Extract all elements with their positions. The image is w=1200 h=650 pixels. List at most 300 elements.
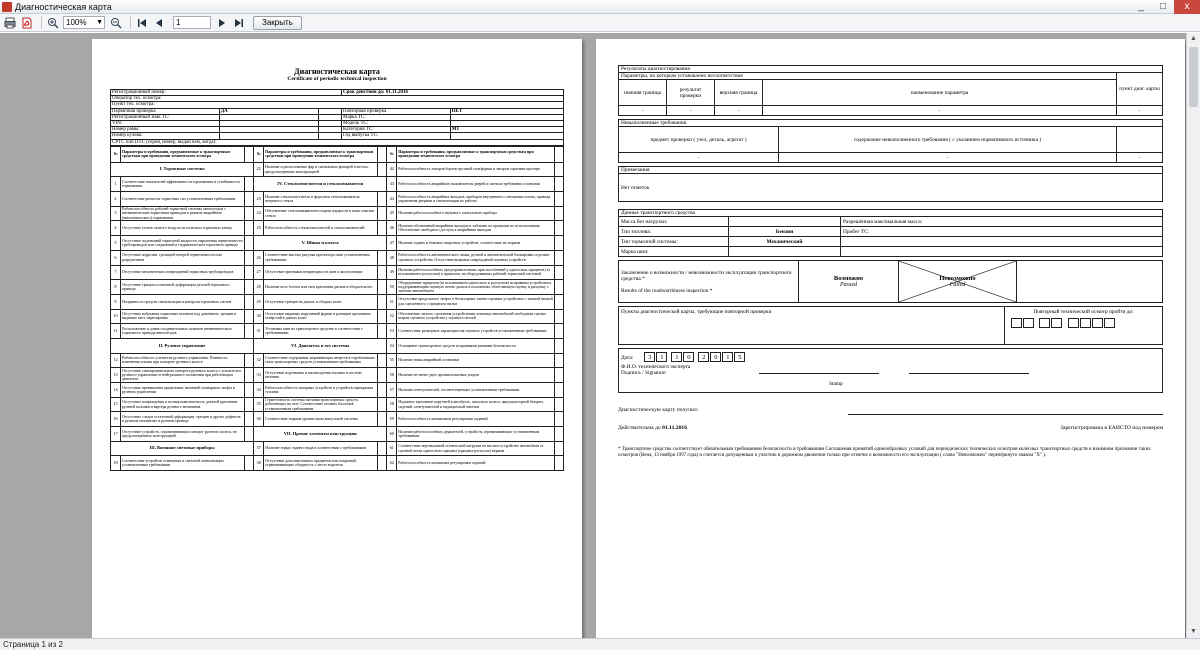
param-number: 4 xyxy=(111,221,121,236)
param-text: Отсутствие самопроизвольного поворота рулевого колеса с усилителем рулевого управления от нейтрального положения при работающем двигателе xyxy=(121,368,245,383)
param-result xyxy=(245,353,254,368)
param-result xyxy=(555,177,564,192)
scroll-up-icon[interactable]: ▲ xyxy=(1190,35,1197,42)
cell-value: - xyxy=(1117,153,1163,163)
date-digit: 5 xyxy=(734,352,745,362)
param-number: 25 xyxy=(254,221,264,236)
param-text: Отсутствие признаков непригодности шин к эксплуатации xyxy=(264,265,378,280)
vehicle-data-table xyxy=(618,209,1163,257)
table-row xyxy=(111,324,564,339)
param-text: Наличие работоспособных держателей, устройств, ограничивающих установленным требованиям xyxy=(397,427,555,442)
param-result xyxy=(245,368,254,383)
param-text: Отсутствие продольного люфта в беззазорных тягово-сцепных устройствах с тяговой вилкой для сцепленного с прицепом тягача xyxy=(397,294,555,309)
param-text: Обеспечение легкого сцепления устройствами легковых автомобилей свободным сцепки шаром сцепного устройства у сцепного петлей xyxy=(397,309,555,324)
unfulfilled-table xyxy=(618,119,1163,163)
param-text: Наличие и расположение фар и сигнальных фонарей в местах, предусмотренных конструкцией xyxy=(264,162,378,177)
param-text: Наличие зеркал заднего вида в соответствии с требованиями xyxy=(264,441,378,456)
table-row xyxy=(111,206,564,221)
param-number: 62 xyxy=(387,456,397,471)
fuel-label: Тип топлива: xyxy=(619,227,729,237)
vertical-scrollbar[interactable] xyxy=(1186,33,1200,638)
received-row xyxy=(618,407,1163,417)
results-title: Результаты диагностирования xyxy=(619,66,1163,73)
export-pdf-icon[interactable] xyxy=(20,16,33,29)
param-text: Отсутствие набухания тормозных шлангов под давлением, трещин и видимых мест перетирания xyxy=(121,309,245,324)
signature-label: Подпись / Signature xyxy=(621,370,666,376)
param-number: 26 xyxy=(254,250,264,265)
section-heading: II. Рулевое управление xyxy=(111,338,254,353)
results-table xyxy=(618,65,1163,116)
param-text: Наличие задних и боковых защитных устройств, соответствие их нормам xyxy=(397,236,555,251)
param-result xyxy=(555,383,564,398)
chevron-down-icon: ▼ xyxy=(96,19,103,26)
repeat-points-label: Пункты диагностической карты, требующие повторной проверки xyxy=(619,307,1005,345)
param-text: Отсутствие дополнительных предметов или покрытий, ограничивающих обзорность с места водителя xyxy=(264,456,378,471)
section-heading: III. Внешние световые приборы xyxy=(111,441,254,456)
table-row xyxy=(111,236,564,251)
cell-value: - xyxy=(779,153,1117,163)
section-heading: I. Тормозные системы xyxy=(111,162,254,177)
param-text: Наличие работоспособного звукового сигнального прибора xyxy=(397,206,555,221)
param-number: 38 xyxy=(254,456,264,471)
param-text: Герметичность системы питания транспортных средств, работающих на газе. Соответствие газовых баллонов установленным требованиям xyxy=(264,397,378,412)
table-row xyxy=(111,397,564,412)
param-result xyxy=(378,206,387,221)
category-label: Категория ТС: xyxy=(342,127,451,133)
toolbar-separator xyxy=(41,16,42,29)
param-text: Отсутствие механических повреждений тормозных трубопроводов xyxy=(121,265,245,280)
minimize-button[interactable]: _ xyxy=(1138,1,1144,12)
app-icon xyxy=(2,2,12,12)
param-result xyxy=(378,250,387,265)
table-row xyxy=(111,353,564,368)
cell-value: - xyxy=(1117,106,1163,116)
param-text: Наличие стеклоочистителя и форсунок стеклоомывателя ветрового стекла xyxy=(264,192,378,207)
date-digit: 1 xyxy=(722,352,733,362)
table-row xyxy=(111,162,564,177)
param-result xyxy=(378,280,387,295)
date-digit: 2 xyxy=(698,352,709,362)
section-heading: IV. Стеклоочистители и стеклоомыватели xyxy=(254,177,387,192)
param-number: 14 xyxy=(111,383,121,398)
table-row xyxy=(111,456,564,471)
repeat-points-table xyxy=(618,306,1163,345)
parameters-table xyxy=(110,146,564,471)
signature-table xyxy=(618,348,1163,393)
param-number: 7 xyxy=(111,265,121,280)
param-text: Наличие обозначений аварийных выходов и табличек по правилам их использования. Обеспечение свободного доступа к аварийным выходам xyxy=(397,221,555,236)
param-text: Надежное крепление поручней в автобусах, запасного колеса, аккумуляторной батареи, сидений, огнетушителей и медицинской аптечки xyxy=(397,397,555,412)
col-point: пункт диаг. карты xyxy=(1117,73,1163,106)
vin-label: VIN: xyxy=(111,120,220,126)
point-label: Пункт тех. осмотра: xyxy=(111,102,564,108)
param-result xyxy=(245,250,254,265)
param-number: 2 xyxy=(111,192,121,207)
param-number: 12 xyxy=(111,353,121,368)
param-result xyxy=(378,265,387,280)
param-result xyxy=(245,309,254,324)
unladen-mass-label: Масса без нагрузки: xyxy=(619,217,729,227)
date-digit: 0 xyxy=(683,352,694,362)
page-title: Диагностическая карта xyxy=(294,67,380,76)
param-result xyxy=(555,294,564,309)
repeat-check-value: НЕТ xyxy=(450,108,563,114)
param-number: 33 xyxy=(254,368,264,383)
param-number: 49 xyxy=(387,265,397,280)
param-text: Оборудование прицепов (за исключением одноосных и роспусков) исправным устройством, поддерживающим сцепную петлю дышла в положении, облегчающем сцепку и расцепку с тягачом автомобилем xyxy=(397,280,555,295)
param-number: 24 xyxy=(254,206,264,221)
repeat-inspection-label: Повторный технический осмотр пройти до: xyxy=(1033,309,1134,315)
param-result xyxy=(245,397,254,412)
table-row xyxy=(111,221,564,236)
param-text: Наличие работоспособных предохранительных приспособлений у одноосных прицепов (за исключением роспусков) и прицепов, не оборудованных рабочей тормозной системой xyxy=(397,265,555,280)
param-number: 51 xyxy=(387,294,397,309)
cell-value: - xyxy=(763,106,1117,116)
param-result xyxy=(555,250,564,265)
operator-label: Оператор тех. осмотра: xyxy=(111,96,564,102)
date-digit: 1 xyxy=(671,352,682,362)
param-text: Соответствие разности тормозных сил установленным требованиям xyxy=(121,192,245,207)
param-number: 13 xyxy=(111,368,121,383)
param-result xyxy=(555,427,564,442)
maximize-button[interactable]: □ xyxy=(1159,1,1167,12)
param-number: 17 xyxy=(111,427,121,442)
param-number: 42 xyxy=(387,162,397,177)
param-number: 11 xyxy=(111,324,121,339)
param-number: 30 xyxy=(254,309,264,324)
category-value: M1 xyxy=(450,127,563,133)
param-result xyxy=(555,221,564,236)
stamp-label: Stamp xyxy=(829,381,843,387)
param-result xyxy=(378,324,387,339)
param-text: Соответствие показателей эффективности торможения и устойчивости торможения xyxy=(121,177,245,192)
param-number: 16 xyxy=(111,412,121,427)
param-text: Соответствие содержания загрязняющих веществ в отработавших газах транспортных средств установленным требованиям xyxy=(264,353,378,368)
param-number: 44 xyxy=(387,192,397,207)
table-row xyxy=(111,441,564,456)
param-text: Работоспособность аварийных выходов, приборов внутреннего освещения салона, привода управления дверями и сигнализации их работы xyxy=(397,192,555,207)
param-number: 9 xyxy=(111,294,121,309)
param-text: Отсутствие видимых нарушений формы и размеров крепежных отверстий в дисках колес xyxy=(264,309,378,324)
param-number: 58 xyxy=(387,397,397,412)
param-result xyxy=(555,397,564,412)
table-row xyxy=(111,383,564,398)
col-number: № xyxy=(254,146,264,162)
param-text: Работоспособность запорных устройств и устройств перекрытия топлива xyxy=(264,383,378,398)
param-number: 55 xyxy=(387,353,397,368)
param-result xyxy=(245,427,254,442)
valid-date: 01.11.2016 xyxy=(662,425,687,431)
cell-value: - xyxy=(667,106,715,116)
table-row xyxy=(111,338,564,353)
param-result xyxy=(555,280,564,295)
primary-check-value: ДА xyxy=(219,108,319,114)
model-label: Модель ТС: xyxy=(342,120,451,126)
param-text: Отсутствие трещин на дисках и ободьях колес xyxy=(264,294,378,309)
primary-check-label: Первичная проверка xyxy=(111,108,220,114)
repeat-date-boxes xyxy=(1007,318,1160,330)
nonconformity-title: Параметры, по которым установлено несоответствие xyxy=(619,73,1117,80)
param-number: 28 xyxy=(254,280,264,295)
param-number: 52 xyxy=(387,309,397,324)
table-row xyxy=(111,280,564,295)
table-row xyxy=(111,412,564,427)
param-text: Отсутствие утечек сжатого воздуха из колесных тормозных камер xyxy=(121,221,245,236)
scrollbar-thumb[interactable] xyxy=(1189,47,1198,107)
date-digit: 0 xyxy=(710,352,721,362)
param-text: Отсутствие повреждения и полная комплектность деталей крепления рулевой колонки и картера рулевого механизма xyxy=(121,397,245,412)
last-page-icon[interactable] xyxy=(232,16,245,29)
param-result xyxy=(378,221,387,236)
page-subtitle: Certificate of periodic technical inspection xyxy=(287,76,387,82)
param-result xyxy=(378,309,387,324)
date-label: Дата: xyxy=(621,355,634,361)
close-window-button[interactable]: x xyxy=(1174,0,1200,14)
param-text: Отсутствие коррозии, грозящей потерей герметичности или разрушением xyxy=(121,250,245,265)
param-text: Наличие огнетушителей, соответствующих установленным требованиям xyxy=(397,383,555,398)
param-number: 36 xyxy=(254,412,264,427)
valid-row xyxy=(618,425,1163,435)
param-number: 50 xyxy=(387,280,397,295)
zoom-in-icon[interactable] xyxy=(46,16,59,29)
next-page-icon[interactable] xyxy=(215,16,228,29)
param-number: 54 xyxy=(387,338,397,353)
reg-number-label: Регистрационный номер: xyxy=(111,90,342,96)
failed-label: Failed xyxy=(949,281,966,288)
param-result xyxy=(245,192,254,207)
notes-table xyxy=(618,166,1163,202)
param-text: Наличие знака аварийной остановки xyxy=(397,353,555,368)
reg-sign-label: Регистрационный знак ТС: xyxy=(111,114,220,120)
notes-label: Примечания xyxy=(619,167,1163,174)
param-text: Соответствие вертикальной статической нагрузки на тяговое устройство автомобиля от сцепной петли одноосного прицепа (прицепа-роспуска) нормам xyxy=(397,441,555,456)
param-number: 15 xyxy=(111,397,121,412)
mileage-label: Пробег ТС: xyxy=(841,227,1163,237)
param-text: Работоспособность автоматического замка, ручной и автоматической блокировки седельно-сцепного устройства. Отсутствие видимых повреждений сцепных устройств xyxy=(397,250,555,265)
param-number: 5 xyxy=(111,236,121,251)
col-upper: верхняя граница xyxy=(715,80,763,106)
conclusion-label: Заключение о возможности / невозможности эксплуатации транспортного средства * xyxy=(621,269,792,282)
tyre-label: Марка шин: xyxy=(619,247,729,257)
toolbar xyxy=(0,14,1200,32)
col-params: Параметры и требования, предъявляемые к транспортным средствам при проведении технического осмотра xyxy=(121,146,245,162)
param-result xyxy=(555,456,564,471)
param-result xyxy=(555,353,564,368)
param-result xyxy=(378,397,387,412)
param-result xyxy=(245,236,254,251)
year-label: Год выпуска ТС: xyxy=(342,133,451,139)
param-number: 46 xyxy=(387,221,397,236)
param-text: Исправность средств сигнализации и контроля тормозных систем xyxy=(121,294,245,309)
document-page-2 xyxy=(596,39,1185,638)
param-result xyxy=(245,456,254,471)
param-text: Наличие не менее двух противооткатных упоров xyxy=(397,368,555,383)
col-lower: нижняя граница xyxy=(619,80,667,106)
param-number: 43 xyxy=(387,177,397,192)
date-digits xyxy=(644,355,746,361)
param-number: 61 xyxy=(387,441,397,456)
param-result xyxy=(378,294,387,309)
param-result xyxy=(378,192,387,207)
param-result xyxy=(555,324,564,339)
table-row xyxy=(111,250,564,265)
cell-value: - xyxy=(619,106,667,116)
param-number: 56 xyxy=(387,368,397,383)
print-icon[interactable] xyxy=(3,16,16,29)
srts-label: СРТС или ПТС (серия, номер, выдан кем, когда): xyxy=(111,139,564,145)
brand-label: Марка ТС: xyxy=(342,114,451,120)
param-result xyxy=(555,338,564,353)
param-result xyxy=(245,294,254,309)
table-row xyxy=(111,294,564,309)
table-row xyxy=(111,265,564,280)
param-text: Работоспособность механизма регулировки сидений xyxy=(397,456,555,471)
previous-page-icon[interactable] xyxy=(152,16,165,29)
toolbar-separator xyxy=(130,16,131,29)
param-result xyxy=(555,368,564,383)
body-label: Номер кузова: xyxy=(111,133,220,139)
param-result xyxy=(378,412,387,427)
param-text: Отсутствие следов остаточной деформации, трещин и других дефектов в рулевом механизме и рулевом приводе xyxy=(121,412,245,427)
param-number: 6 xyxy=(111,250,121,265)
param-text: Отсутствие подтекания и каплепадения топлива в системе питания xyxy=(264,368,378,383)
scroll-down-icon[interactable]: ▼ xyxy=(1190,628,1197,635)
param-result xyxy=(245,412,254,427)
param-result xyxy=(245,206,254,221)
param-text: Соответствие нормам уровня шума выпускной системы xyxy=(264,412,378,427)
footnote: * Транспортное средство соответствует обязательным требованиям безопасности и требованиям Соглашения принятий единообразных условий для периодических технических осмотров колёсных транспортных средств и взаимном признании таких осмотров (Вена, 13 ноября 1997 года) и считается допущенным к участию в дорожном движении только при отметке о возможности его эксплуатации ( слово "Невозможно" перечёркнуто знаком "X" ). xyxy=(618,447,1151,458)
param-number: 47 xyxy=(387,236,397,251)
col-result: результат проверки xyxy=(667,80,715,106)
param-text: Отсутствие устройств, ограничивающих поворот рулевого колеса, не предусмотренных конструкцией xyxy=(121,427,245,442)
param-result xyxy=(555,162,564,177)
param-text: Работоспособность рабочей тормозной системы автопоездов с пневматическим тормозным приводом в режиме аварийного (автоматического) торможения xyxy=(121,206,245,221)
table-row xyxy=(111,368,564,383)
param-text: Соответствие устройств освещения и световой сигнализации установленным требованиям xyxy=(121,456,245,471)
table-row xyxy=(111,309,564,324)
param-number: 1 xyxy=(111,177,121,192)
param-result xyxy=(555,265,564,280)
window-title: Диагностическая карта xyxy=(15,2,112,12)
param-text: Отсутствие подтеканий тормозной жидкости, нарушения герметичности трубопроводов или соединений в гидравлическом тормозном приводе xyxy=(121,236,245,251)
param-result xyxy=(555,206,564,221)
param-text: Работоспособность механизмов регулировки сидений xyxy=(397,412,555,427)
param-text: Наличие всех болтов или гаек крепления дисков и ободьев колес xyxy=(264,280,378,295)
param-result xyxy=(555,412,564,427)
param-text: Соответствие размерных характеристик сцепных устройств установленным требованиям xyxy=(397,324,555,339)
page-number-input[interactable] xyxy=(173,16,211,29)
vehicle-header-table xyxy=(110,89,564,146)
param-result xyxy=(378,441,387,456)
section-heading: VI. Двигатель и его системы xyxy=(254,338,387,353)
param-number: 18 xyxy=(111,456,121,471)
param-text: Обеспечение стеклоомывателем подачи жидкости в зоны очистки стекла xyxy=(264,206,378,221)
param-result xyxy=(245,324,254,339)
col-params: Параметры и требования, предъявляемые к транспортным средствам при проведении технического осмотра xyxy=(397,146,555,162)
param-result xyxy=(555,309,564,324)
param-result xyxy=(245,221,254,236)
date-digit: 3 xyxy=(644,352,655,362)
unfulfilled-title: Невыполненные требования xyxy=(619,120,1163,127)
param-number: 22 xyxy=(254,162,264,177)
param-result xyxy=(245,265,254,280)
col-subject: предмет проверки ( узел, деталь, агрегат ) xyxy=(619,127,779,153)
param-number: 23 xyxy=(254,192,264,207)
fuel-value: Бензин xyxy=(729,227,841,237)
section-heading: V. Шины и колеса xyxy=(254,236,387,251)
param-text: Оснащение транспортных средств исправными ремнями безопасности xyxy=(397,338,555,353)
param-number: 29 xyxy=(254,294,264,309)
frame-label: Номер рамы: xyxy=(111,127,220,133)
param-number: 60 xyxy=(387,427,397,442)
param-number: 57 xyxy=(387,383,397,398)
param-number: 35 xyxy=(254,397,264,412)
max-mass-label: Разрешённая максимальная масса: xyxy=(841,217,1163,227)
param-text: Работоспособность аварийного выключателя дверей и сигнала требования остановки xyxy=(397,177,555,192)
date-digit: 1 xyxy=(656,352,667,362)
param-result xyxy=(378,162,387,177)
param-number: 27 xyxy=(254,265,264,280)
possible-label: Возможно xyxy=(833,274,864,282)
passed-label: Passed xyxy=(840,281,857,288)
param-result xyxy=(245,280,254,295)
col-param-name: наименование параметра xyxy=(763,80,1117,106)
cell-value: - xyxy=(715,106,763,116)
param-text: Отсутствие трещин остаточной деформации деталей тормозного привода xyxy=(121,280,245,295)
param-result xyxy=(555,236,564,251)
param-number: 48 xyxy=(387,250,397,265)
brake-label: Тип тормозной системы: xyxy=(619,237,729,247)
param-result xyxy=(378,456,387,471)
table-row xyxy=(111,177,564,192)
cell-value: - xyxy=(619,153,779,163)
vehicle-data-title: Данные транспортного средства xyxy=(619,210,1163,217)
param-result xyxy=(378,353,387,368)
notes-value: Нет отметок xyxy=(619,174,1163,202)
received-label: Диагностическую карту получил: xyxy=(618,407,699,413)
param-result xyxy=(245,383,254,398)
param-result xyxy=(245,177,254,192)
param-number: 32 xyxy=(254,353,264,368)
status-bar xyxy=(0,638,1200,650)
param-result xyxy=(555,192,564,207)
window-controls xyxy=(1130,0,1200,14)
expert-label: Ф.И.О. технического эксперта xyxy=(621,364,691,370)
first-page-icon[interactable] xyxy=(135,16,148,29)
document-page-1 xyxy=(92,39,582,638)
param-text: Установка шин на транспортное средство в соответствии с требованиями xyxy=(264,324,378,339)
col-number: № xyxy=(387,146,397,162)
conclusion-table xyxy=(618,260,1163,303)
param-text: Отсутствие превышения предельных значений суммарного люфта в рулевом управлении xyxy=(121,383,245,398)
param-result xyxy=(378,383,387,398)
col-params: Параметры и требования, предъявляемые к транспортным средствам при проведении технического осмотра xyxy=(264,146,378,162)
zoom-select[interactable] xyxy=(63,16,105,29)
document-viewer[interactable] xyxy=(0,33,1186,638)
close-button[interactable]: Закрыть xyxy=(253,16,302,30)
section-heading: VII. Прочие элементы конструкции xyxy=(254,427,387,442)
table-row xyxy=(111,192,564,207)
zoom-out-icon[interactable] xyxy=(109,16,122,29)
zoom-value: 100% xyxy=(66,18,87,27)
valid-label: Действительна до xyxy=(618,425,661,431)
impossible-label: Невозможно xyxy=(939,274,976,282)
page-info: Страница 1 из 2 xyxy=(3,640,63,649)
param-result xyxy=(378,368,387,383)
param-number: 8 xyxy=(111,280,121,295)
col-number: № xyxy=(111,146,121,162)
param-text: Работоспособность усилителя рулевого управления. Плавность изменения усилия при повороте рулевого колеса xyxy=(121,353,245,368)
